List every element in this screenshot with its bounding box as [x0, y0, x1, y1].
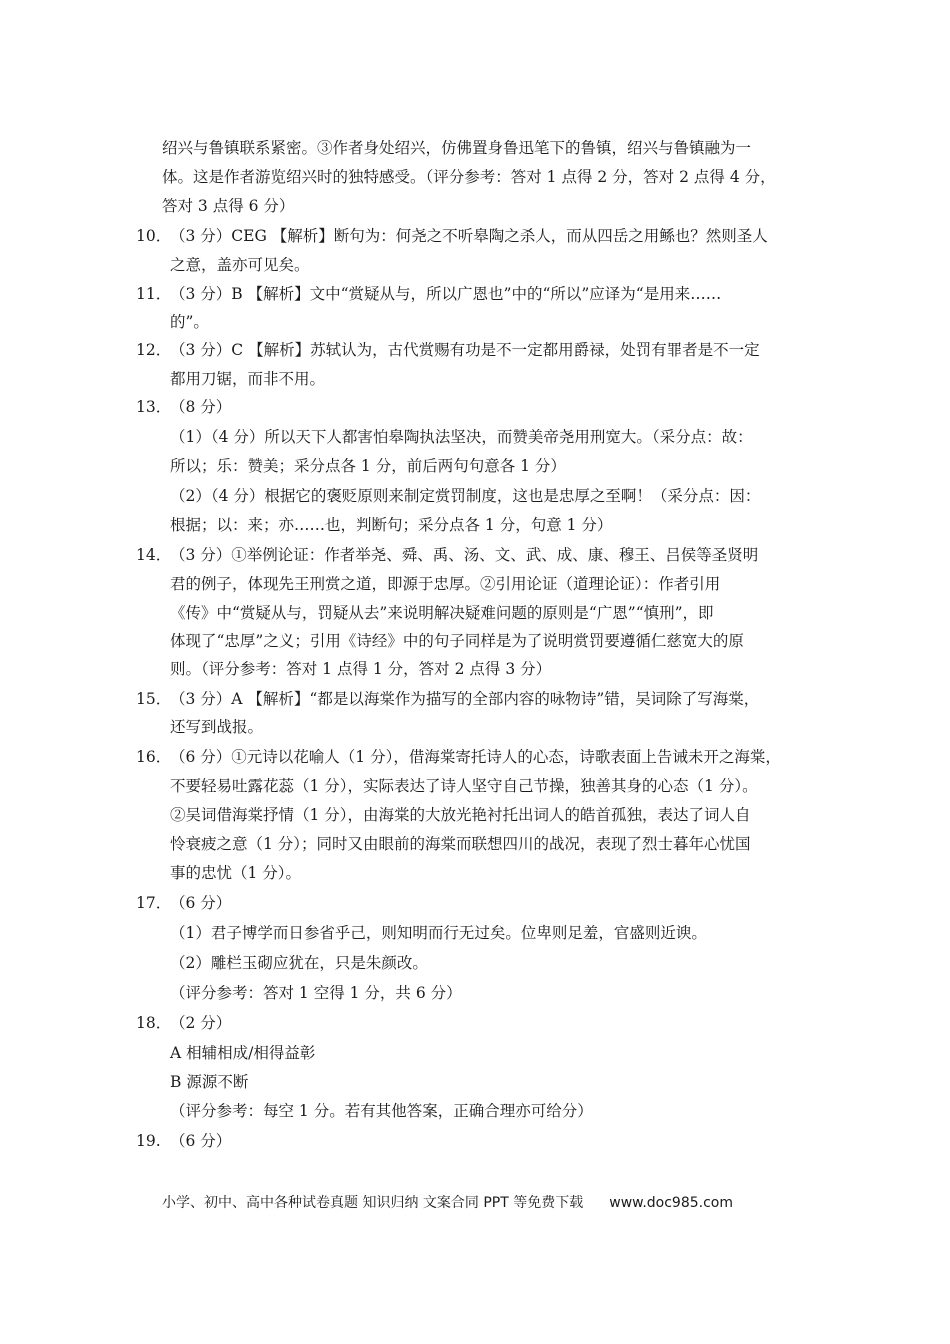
text-line: （2）（4 分）根据它的褒贬原则来制定赏罚制度，这也是忠厚之至啊！（采分点：因：: [170, 487, 761, 505]
text-line: 君的例子，体现先王刑赏之道，即源于忠厚。②引用论证（道理论证）：作者引用: [170, 575, 721, 593]
text-line: A 相辅相成/相得益彰: [170, 1044, 316, 1062]
text-line: （2 分）: [170, 1014, 232, 1032]
question-number: 19.: [136, 1132, 161, 1150]
text-line: （评分参考：答对 1 空得 1 分，共 6 分）: [170, 984, 462, 1002]
footer-url-link[interactable]: www.doc985.com: [609, 1195, 733, 1211]
text-line: （3 分）CEG 【解析】断句为：何尧之不听皋陶之杀人，而从四岳之用鲧也？然则圣人: [170, 227, 768, 245]
text-line: 则。（评分参考：答对 1 点得 1 分，答对 2 点得 3 分）: [170, 660, 552, 678]
footer-text: 小学、初中、高中各种试卷真题 知识归纳 文案合同 PPT 等免费下载: [162, 1195, 584, 1211]
text-line: 绍兴与鲁镇联系紧密。③作者身处绍兴，仿佛置身鲁迅笔下的鲁镇，绍兴与鲁镇融为一: [162, 139, 752, 157]
text-line: （2）雕栏玉砌应犹在，只是朱颜改。: [170, 954, 428, 972]
text-line: （1）君子博学而日参省乎己，则知明而行无过矣。位卑则足羞，官盛则近谀。: [170, 924, 707, 942]
text-line: （3 分）B 【解析】文中“赏疑从与，所以广恩也”中的“所以”应译为“是用来……: [170, 285, 722, 303]
question-number: 17．: [136, 894, 172, 912]
text-line: 《传》中“赏疑从与，罚疑从去”来说明解决疑难问题的原则是“广恩”“慎刑”，即: [170, 604, 714, 622]
text-line: 答对 3 点得 6 分）: [162, 197, 295, 215]
question-number: 18．: [136, 1014, 172, 1032]
text-line: 不要轻易吐露花蕊（1 分），实际表达了诗人坚守自己节操，独善其身的心态（1 分）。: [170, 777, 758, 795]
text-line: 所以；乐：赞美；采分点各 1 分，前后两句句意各 1 分）: [170, 457, 566, 475]
text-line: 都用刀锯，而非不用。: [170, 370, 326, 388]
text-line: 之意，盖亦可见矣。: [170, 256, 310, 274]
text-line: 根据；以：来；亦……也，判断句；采分点各 1 分，句意 1 分）: [170, 516, 613, 534]
text-line: 的”。: [170, 313, 209, 331]
page-footer: [162, 1192, 733, 1212]
question-number: 14．: [136, 546, 172, 564]
text-line: 事的忠忧（1 分）。: [170, 864, 302, 882]
text-line: 怜衰疲之意（1 分）；同时又由眼前的海棠而联想四川的战况，表现了烈士暮年心忧国: [170, 835, 751, 853]
question-number: 12．: [136, 341, 172, 359]
text-line: （6 分）: [170, 894, 232, 912]
question-number: 11．: [136, 285, 172, 303]
text-line: 体现了“忠厚”之义；引用《诗经》中的句子同样是为了说明赏罚要遵循仁慈宽大的原: [170, 632, 744, 650]
text-line: （1）（4 分）所以天下人都害怕皋陶执法坚决，而赞美帝尧用刑宽大。（采分点：故：: [170, 428, 753, 446]
question-number: 13．: [136, 398, 172, 416]
question-number: 15．: [136, 690, 172, 708]
text-line: B 源源不断: [170, 1073, 249, 1091]
question-number: 10．: [136, 227, 172, 245]
text-line: 体。这是作者游览绍兴时的独特感受。（评分参考：答对 1 点得 2 分，答对 2 点得 4 分，: [162, 168, 776, 186]
text-line: 还写到战报。: [170, 718, 264, 736]
text-line: （8 分）: [170, 398, 232, 416]
text-line: （3 分）C 【解析】苏轼认为，古代赏赐有功是不一定都用爵禄，处罚有罪者是不一定: [170, 341, 760, 359]
text-line: ②吴词借海棠抒情（1 分），由海棠的大放光艳衬托出词人的皓首孤独，表达了词人自: [170, 806, 751, 824]
question-number: 16．: [136, 748, 172, 766]
text-line: （6 分）①元诗以花喻人（1 分），借海棠寄托诗人的心态，诗歌表面上告诫未开之海棠，: [170, 748, 781, 766]
text-line: （6 分）: [170, 1132, 232, 1150]
text-line: （3 分）A 【解析】“都是以海棠作为描写的全部内容的咏物诗”错，吴词除了写海棠，: [170, 690, 760, 708]
text-line: （3 分）①举例论证：作者举尧、舜、禹、汤、文、武、成、康、穆王、吕侯等圣贤明: [170, 546, 759, 564]
text-line: （评分参考：每空 1 分。若有其他答案，正确合理亦可给分）: [170, 1102, 593, 1120]
